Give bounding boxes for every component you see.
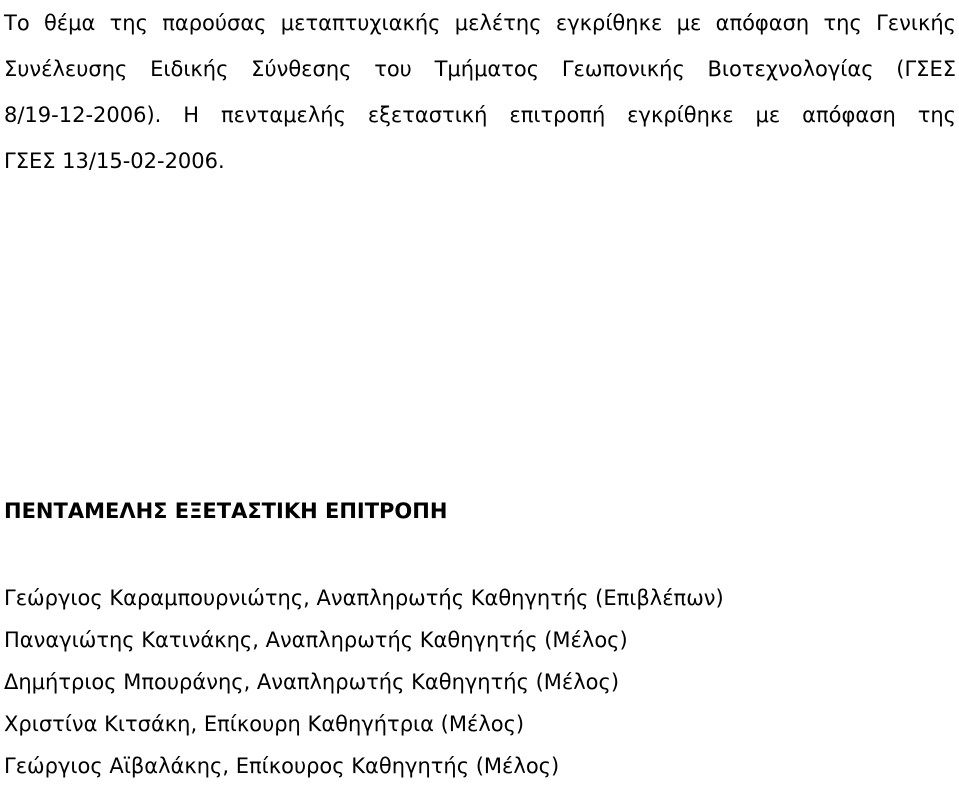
approval-paragraph-line: ΓΣΕΣ 13/15-02-2006. bbox=[4, 149, 225, 173]
approval-paragraph-line: Συνέλευσης Ειδικής Σύνθεσης του Τμήματος Γεωπονικής Βιοτεχνολογίας (ΓΣΕΣ bbox=[4, 57, 956, 81]
committee-title: ΠΕΝΤΑΜΕΛΗΣ ΕΞΕΤΑΣΤΙΚΗ ΕΠΙΤΡΟΠΗ bbox=[4, 499, 448, 523]
approval-paragraph-line: 8/19-12-2006). Η πενταμελής εξεταστική επιτροπή εγκρίθηκε με απόφαση της bbox=[4, 103, 956, 127]
committee-member: Παναγιώτης Κατινάκης, Αναπληρωτής Καθηγητής (Μέλος) bbox=[4, 628, 628, 652]
committee-member: Γεώργιος Αϊβαλάκης, Επίκουρος Καθηγητής (Μέλος) bbox=[4, 754, 560, 778]
committee-member-list bbox=[4, 583, 724, 793]
approval-paragraph-line: Το θέμα της παρούσας μεταπτυχιακής μελέτης εγκρίθηκε με απόφαση της Γενικής bbox=[4, 11, 956, 35]
committee-member: Γεώργιος Καραμπουρνιώτης, Αναπληρωτής Καθηγητής (Επιβλέπων) bbox=[4, 586, 724, 610]
approval-paragraph bbox=[4, 0, 956, 184]
committee-member: Χριστίνα Κιτσάκη, Επίκουρη Καθηγήτρια (Μέλος) bbox=[4, 712, 525, 736]
committee-member: Δημήτριος Μπουράνης, Αναπληρωτής Καθηγητής (Μέλος) bbox=[4, 670, 620, 694]
